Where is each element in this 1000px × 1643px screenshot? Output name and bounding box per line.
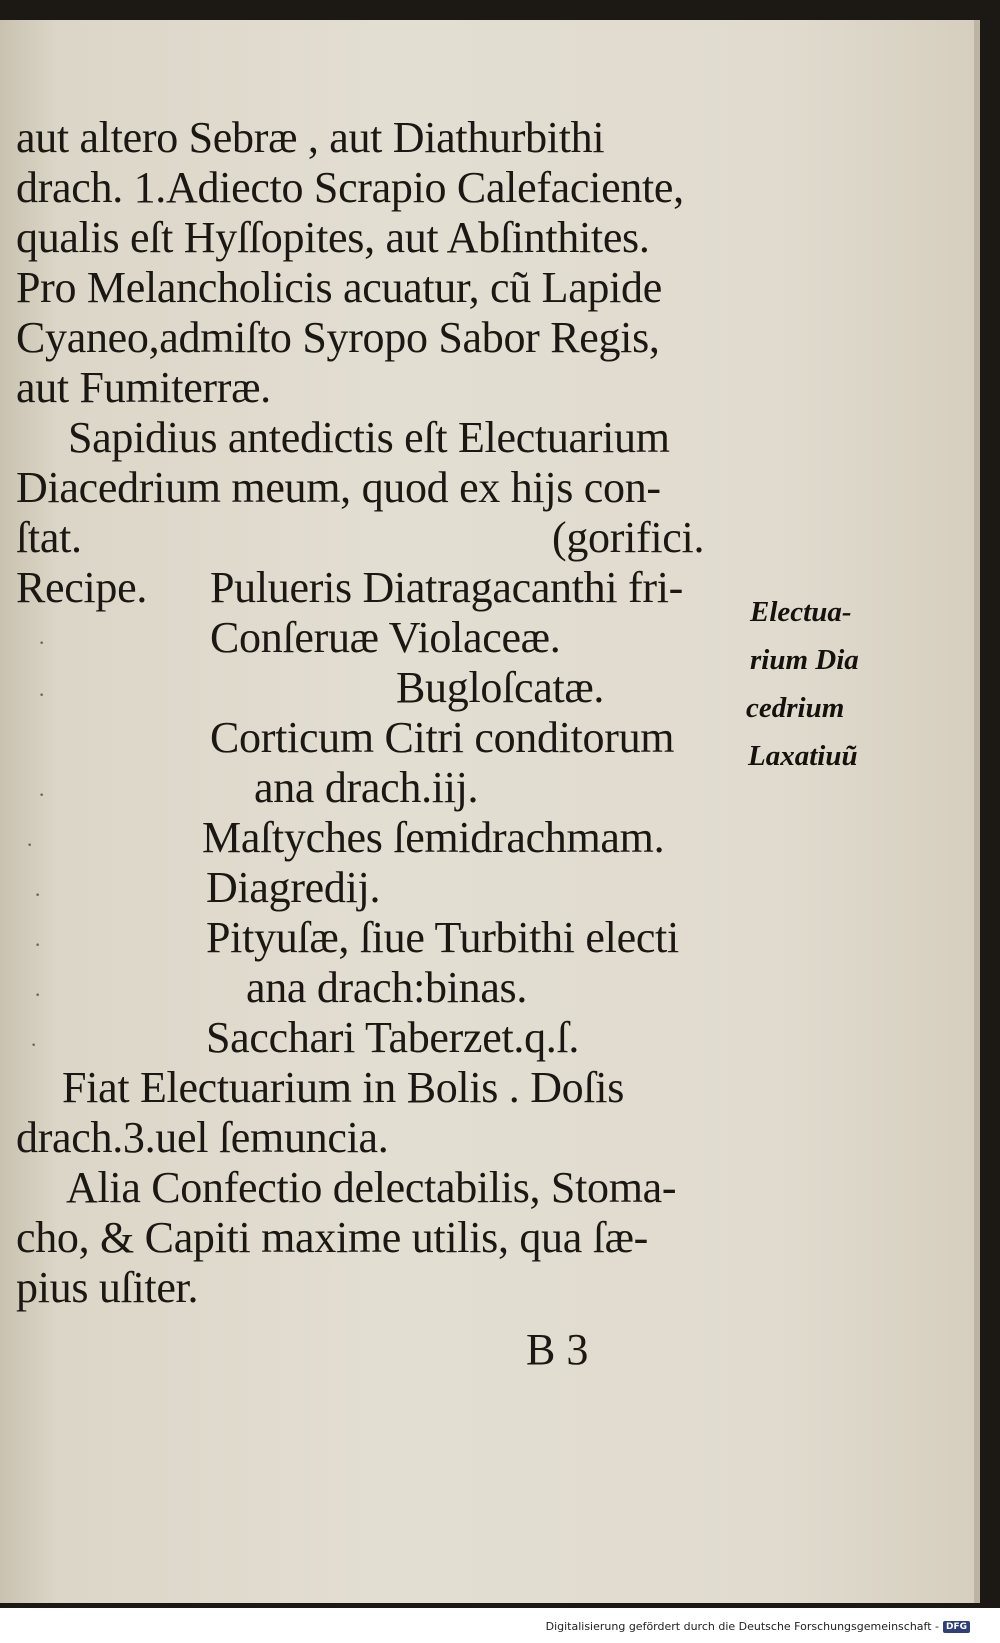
ingredient-4-dose: ana drach.iij. — [254, 763, 479, 812]
ingredient-7-dose: ana drach:binas. — [246, 963, 528, 1012]
margin-note-line-2: rium Dia — [750, 644, 859, 676]
text-line-2: drach. 1.Adiecto Scrapio Calefaciente, — [16, 163, 684, 212]
text-line-9: ſtat. — [16, 513, 82, 562]
ink-dot: · — [38, 682, 46, 707]
text-line-8: Diacedrium meum, quod ex hijs con- — [16, 463, 661, 512]
ink-dot: · — [38, 630, 46, 655]
ink-dot: · — [30, 1032, 38, 1057]
credit-text: Digitalisierung gefördert durch die Deutsche Forschungsgemeinschaft - — [545, 1620, 939, 1633]
text-line-7: Sapidius antedictis eſt Electuarium — [68, 413, 670, 462]
ink-dot: · — [34, 932, 42, 957]
text-line-1: aut altero Sebræ , aut Diathurbithi — [16, 113, 605, 162]
recipe-heading: Recipe. — [16, 563, 148, 612]
ingredient-6: Diagredij. — [206, 863, 381, 912]
margin-note-line-3: cedrium — [746, 692, 845, 724]
ingredient-8: Sacchari Taberzet.q.ſ. — [206, 1013, 580, 1062]
text-line-26: pius uſiter. — [16, 1263, 199, 1312]
ingredient-4: Corticum Citri conditorum — [210, 713, 675, 762]
text-line-25: cho, & Capiti maxime utilis, qua ſæ- — [16, 1213, 649, 1262]
margin-note-line-4: Laxatiuũ — [748, 740, 858, 772]
ink-dot: · — [34, 882, 42, 907]
text-line-23: drach.3.uel ſemuncia. — [16, 1113, 389, 1162]
margin-note-line-1: Electua- — [750, 596, 852, 628]
ingredient-3: Bugloſcatæ. — [396, 663, 605, 712]
ink-dot: · — [38, 782, 46, 807]
ingredient-2: Conſeruæ Violaceæ. — [210, 613, 561, 662]
text-line-22: Fiat Electuarium in Bolis . Doſis — [62, 1063, 625, 1112]
signature-mark: B 3 — [526, 1325, 589, 1374]
ink-dot: · — [26, 832, 34, 857]
ingredient-1: Pulueris Diatragacanthi fri- — [210, 563, 683, 612]
text-line-5: Cyaneo,admiſto Syropo Sabor Regis, — [16, 313, 660, 362]
text-line-6: aut Fumiterræ. — [16, 363, 271, 412]
digitization-credit — [546, 1620, 970, 1633]
text-line-9-turnover: (gorifici. — [552, 513, 705, 562]
text-line-24: Alia Confectio delectabilis, Stoma- — [66, 1163, 677, 1212]
ink-dot: · — [34, 982, 42, 1007]
text-line-3: qualis eſt Hyſſopites, aut Abſinthites. — [16, 213, 650, 262]
ingredient-5: Maſtyches ſemidrachmam. — [202, 813, 665, 862]
dfg-logo-icon: DFG — [943, 1621, 970, 1633]
ingredient-7: Pityuſæ, ſiue Turbithi electi — [206, 913, 679, 962]
text-line-4: Pro Melancholicis acuatur, cũ Lapide — [16, 263, 662, 312]
